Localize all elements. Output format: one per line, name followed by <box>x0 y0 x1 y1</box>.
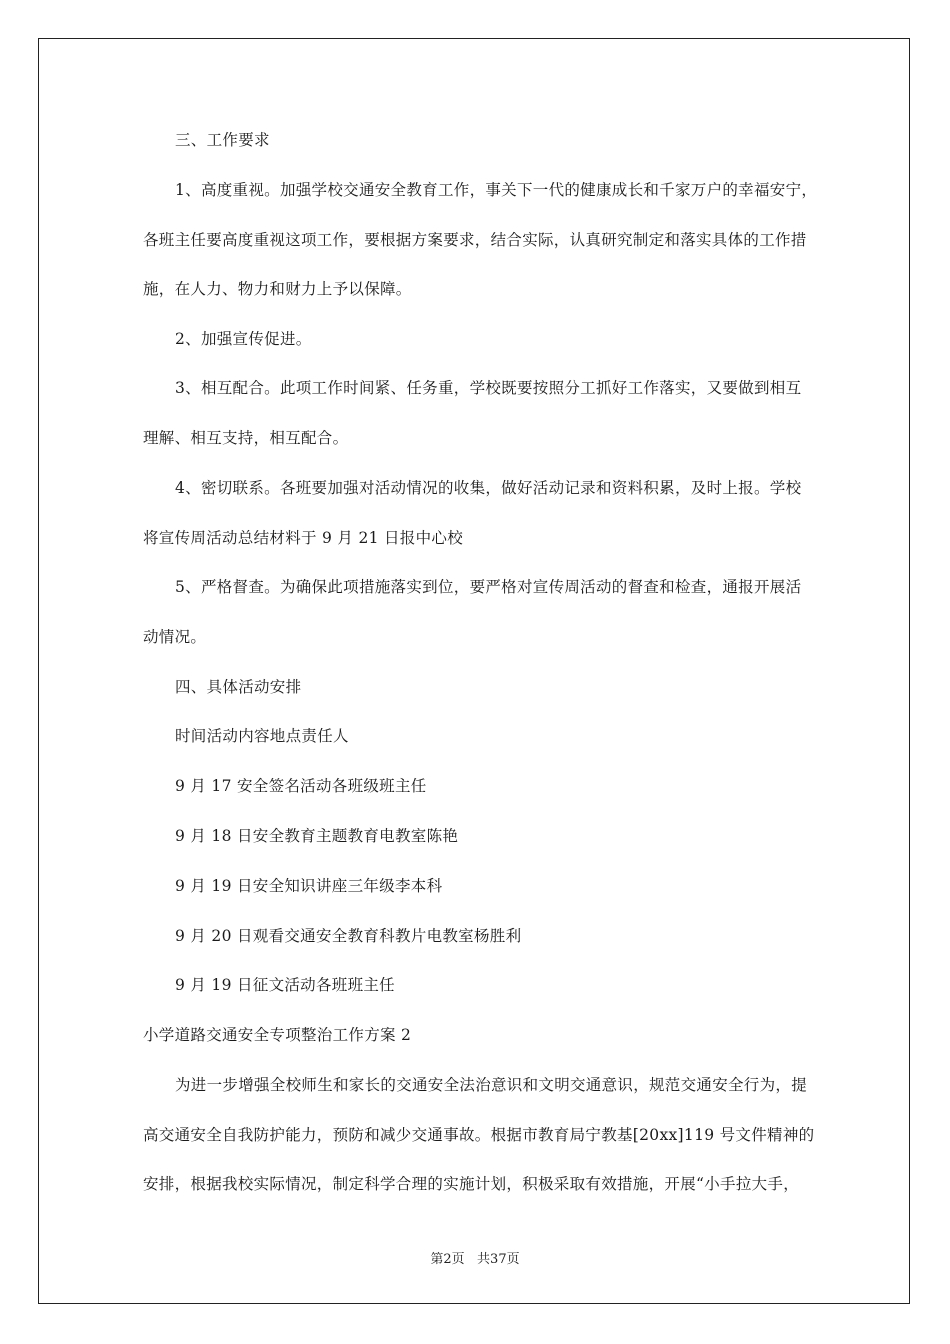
paragraph-line: 2、加强宣传促进。 <box>175 330 312 348</box>
document-title-2: 小学道路交通安全专项整治工作方案 2 <box>143 1026 412 1044</box>
paragraph-line: 各班主任要高度重视这项工作，要根据方案要求，结合实际，认真研究制定和落实具体的工作措 <box>143 231 807 249</box>
paragraph-line: 安排，根据我校实际情况，制定科学合理的实施计划，积极采取有效措施，开展“小手拉大手， <box>143 1175 800 1193</box>
paragraph-line: 3、相互配合。此项工作时间紧、任务重，学校既要按照分工抓好工作落实，又要做到相互 <box>175 379 802 397</box>
schedule-item: 9 月 19 日安全知识讲座三年级李本科 <box>175 877 443 895</box>
paragraph-line: 理解、相互支持，相互配合。 <box>143 429 349 447</box>
schedule-item: 9 月 18 日安全教育主题教育电教室陈艳 <box>175 827 459 845</box>
schedule-header: 时间活动内容地点责任人 <box>175 727 349 745</box>
page-border <box>38 38 910 1304</box>
paragraph-line: 动情况。 <box>143 628 207 646</box>
paragraph-line: 将宣传周活动总结材料于 9 月 21 日报中心校 <box>143 529 463 547</box>
page-number-footer: 第2页 共37页 <box>430 1252 520 1267</box>
paragraph-line: 施，在人力、物力和财力上予以保障。 <box>143 280 412 298</box>
schedule-item: 9 月 19 日征文活动各班班主任 <box>175 976 395 994</box>
schedule-item: 9 月 20 日观看交通安全教育科教片电教室杨胜利 <box>175 927 522 945</box>
paragraph-line: 4、密切联系。各班要加强对活动情况的收集，做好活动记录和资料积累，及时上报。学校 <box>175 479 802 497</box>
paragraph-line: 高交通安全自我防护能力，预防和减少交通事故。根据市教育局宁教基[20xx]119 号文件精神的 <box>143 1126 815 1144</box>
section-heading-schedule: 四、具体活动安排 <box>175 678 302 696</box>
paragraph-line: 5、严格督查。为确保此项措施落实到位，要严格对宣传周活动的督查和检查，通报开展活 <box>175 578 802 596</box>
paragraph-line: 1、高度重视。加强学校交通安全教育工作，事关下一代的健康成长和千家万户的幸福安宁， <box>175 181 818 199</box>
schedule-item: 9 月 17 安全签名活动各班级班主任 <box>175 777 427 795</box>
section-heading-requirements: 三、工作要求 <box>175 131 270 149</box>
paragraph-line: 为进一步增强全校师生和家长的交通安全法治意识和文明交通意识，规范交通安全行为，提 <box>175 1076 808 1094</box>
